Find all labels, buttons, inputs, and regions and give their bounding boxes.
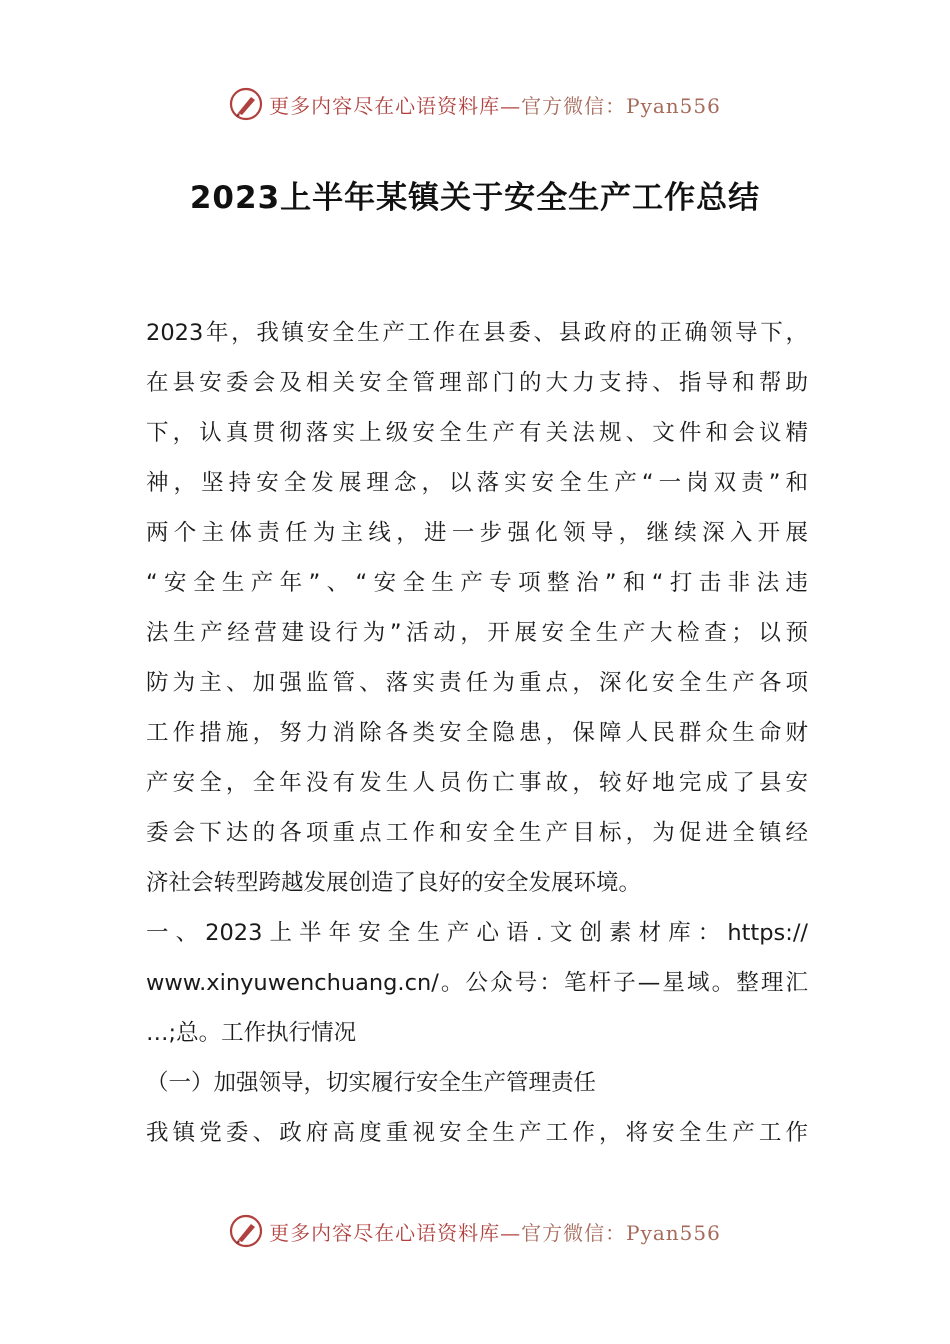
body-line: 下，认真贯彻落实上级安全生产有关法规、文件和会议精 <box>146 420 808 446</box>
document-body <box>146 308 808 1158</box>
body-line: 我镇党委、政府高度重视安全生产工作，将安全生产工作 <box>146 1120 808 1146</box>
body-line: 2023年，我镇安全生产工作在县委、县政府的正确领导下， <box>146 320 808 346</box>
watermark-text: 更多内容尽在心语资料库—官方微信：Pyan556 <box>269 93 721 118</box>
body-line: 法生产经营建设行为”活动，开展安全生产大检查；以预 <box>146 620 808 646</box>
watermark-text: 更多内容尽在心语资料库—官方微信：Pyan556 <box>269 1220 721 1245</box>
body-line: “安全生产年”、“安全生产专项整治”和“打击非法违 <box>146 570 808 596</box>
body-line: 委会下达的各项重点工作和安全生产目标，为促进全镇经 <box>146 820 808 846</box>
body-line: 产安全，全年没有发生人员伤亡事故，较好地完成了县安 <box>146 770 808 796</box>
section-heading-line: www.xinyuwenchuang.cn/。公众号：笔杆子—星域。整理汇 <box>146 970 808 996</box>
body-line: 神，坚持安全发展理念，以落实安全生产“一岗双责”和 <box>146 470 808 496</box>
body-line: 工作措施，努力消除各类安全隐患，保障人民群众生命财 <box>146 720 808 746</box>
watermark-banner-bottom <box>0 1211 950 1251</box>
body-line: 济社会转型跨越发展创造了良好的安全发展环境。 <box>146 870 642 896</box>
section-heading-line: 一、2023上半年安全生产心语.文创素材库：https:// <box>146 920 808 946</box>
pen-logo-icon <box>229 1214 263 1248</box>
body-line: 防为主、加强监管、落实责任为重点，深化安全生产各项 <box>146 670 808 696</box>
watermark-banner-top <box>0 84 950 124</box>
pen-logo-icon <box>229 87 263 121</box>
body-line: 两个主体责任为主线，进一步强化领导，继续深入开展 <box>146 520 808 546</box>
body-line: 在县安委会及相关安全管理部门的大力支持、指导和帮助 <box>146 370 808 396</box>
section-heading-line: …;总。工作执行情况 <box>146 1020 357 1046</box>
document-title: 2023上半年某镇关于安全生产工作总结 <box>189 180 761 216</box>
subsection-heading: （一）加强领导，切实履行安全生产管理责任 <box>146 1070 597 1096</box>
